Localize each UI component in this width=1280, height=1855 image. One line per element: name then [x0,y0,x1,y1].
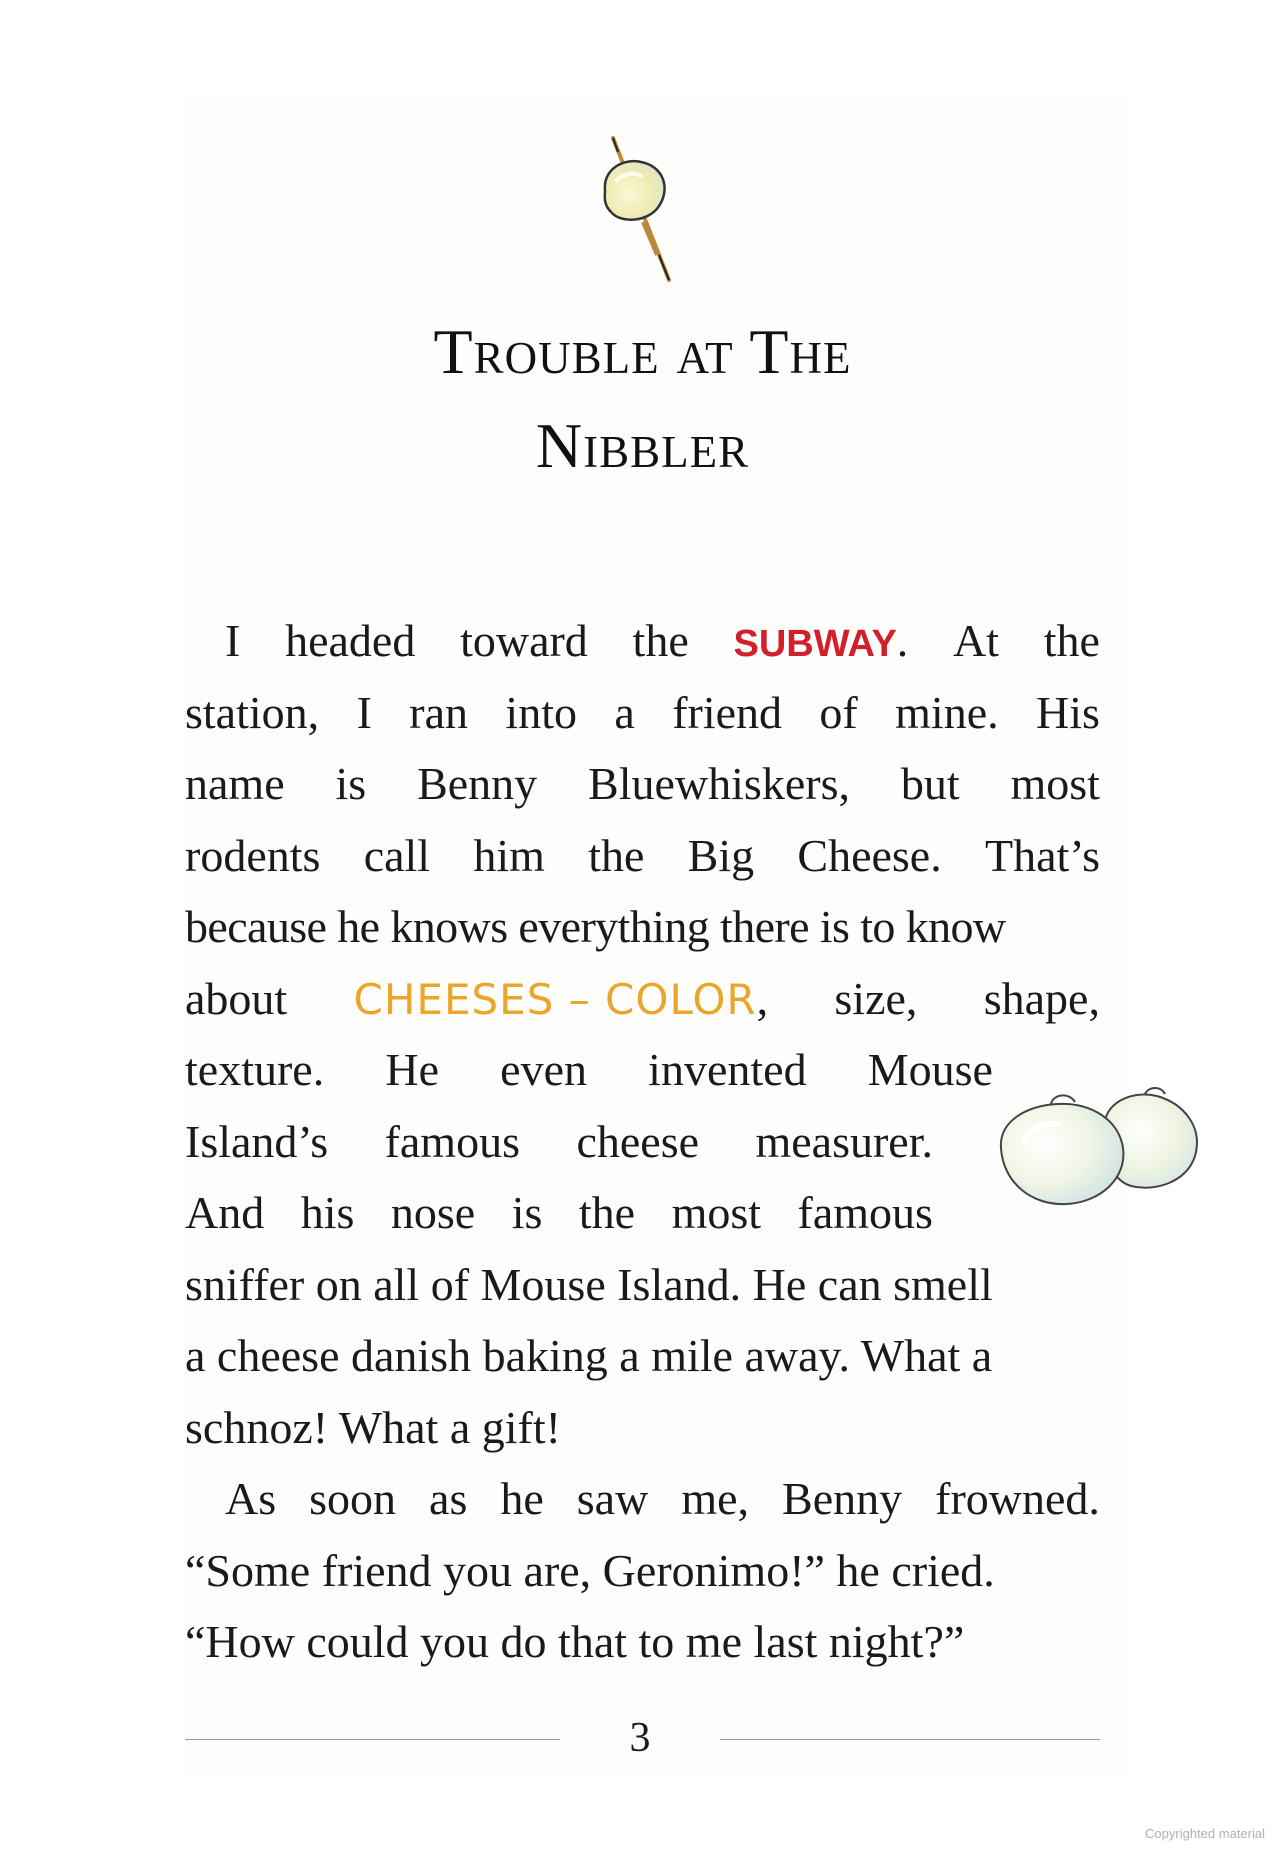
word: me, [681,1473,750,1524]
word: famous [797,1187,933,1238]
text-line [185,1535,1100,1607]
word: saw [576,1473,649,1524]
text-line [185,748,1100,820]
word: even [500,1044,588,1095]
text-line [185,605,1100,677]
word: most [1010,758,1100,809]
word: At [953,615,1000,666]
word: most [671,1187,762,1238]
word: him [473,829,545,881]
text-run: because he knows everything there is to know [185,901,1006,952]
subway-highlight-word [733,605,908,681]
text-run: sniffer on all of Mouse Island. He can smell [185,1258,993,1310]
footer-divider-right [720,1739,1100,1740]
text-line [185,1320,1100,1392]
text-run: a cheese danish baking a mile away. What a [185,1330,993,1381]
word: That’s [985,829,1100,881]
word: his [300,1187,355,1238]
chapter-title-line-2: Nibbler [535,410,750,481]
word: Big [687,829,755,881]
word: a [614,686,635,738]
word: I [356,686,372,738]
word: texture. [185,1044,325,1095]
word: soon [309,1473,397,1524]
word: into [505,686,577,738]
word: measurer. [755,1115,933,1167]
word: but [900,758,960,809]
page-number: 3 [629,1715,651,1761]
word: Benny [782,1473,903,1524]
word: nose [390,1187,476,1238]
text-run: schnoz! What a gift! [185,1401,561,1453]
subway-keyword: SUBWAY [733,623,897,665]
word: size, [834,972,918,1024]
word: the [588,829,645,881]
body-text [185,605,1100,1678]
text-line [185,1106,933,1178]
word: the [632,615,689,666]
word: rodents [185,829,321,881]
word: frowned. [935,1473,1100,1524]
text-line [185,1034,993,1106]
word: friend [672,686,783,738]
word: Cheese. [797,829,942,881]
copyright-notice: Copyrighted material [1145,1826,1265,1841]
text-run: “Some friend you are, Geronimo!” he cried. [185,1544,995,1596]
word: Mouse [867,1044,993,1095]
word: the [1043,615,1100,666]
word: is [335,758,367,809]
text-run: “How could you do that to me last night?” [185,1616,965,1667]
word: about [185,972,288,1024]
word: he [500,1473,544,1524]
text-line [185,1463,1100,1535]
chapter-title-line-1: Trouble at The [433,316,852,387]
word: headed [285,615,416,666]
word: is [511,1187,543,1238]
text-line [185,1606,1100,1678]
cheese-on-toothpick-icon [583,130,693,290]
word: Bluewhiskers, [588,758,850,809]
text-line [185,1392,1100,1464]
text-line [185,963,1100,1035]
word: invented [648,1044,807,1095]
word: toward [460,615,588,666]
text-line [185,820,1100,892]
word: And [185,1187,265,1238]
cheeses-color-keyword: CHEESES – COLOR [353,974,757,1024]
footer-divider-left [185,1739,560,1740]
word: mine. [895,686,999,738]
word: call [363,829,431,881]
word: As [225,1473,277,1524]
word: famous [384,1115,520,1167]
word: as [429,1473,468,1524]
word: Benny [417,758,538,809]
word: ran [409,686,469,738]
text-line [185,1177,933,1249]
text-line [185,677,1100,749]
text-line [185,891,1100,963]
word: name [185,758,285,809]
cheese-balls-illustration [995,1072,1210,1212]
word: I [225,615,241,666]
cheeses-color-highlight [354,963,769,1036]
word: the [578,1187,636,1238]
word: shape, [983,972,1100,1024]
word: cheese [576,1115,700,1167]
word: Island’s [185,1115,329,1167]
word: His [1036,686,1100,738]
word: station, [185,686,320,738]
punctuation: , [756,972,769,1024]
chapter-title [185,305,1100,493]
word: He [385,1044,440,1095]
punctuation: . [896,615,909,666]
text-line [185,1249,1100,1321]
word: of [819,686,858,738]
